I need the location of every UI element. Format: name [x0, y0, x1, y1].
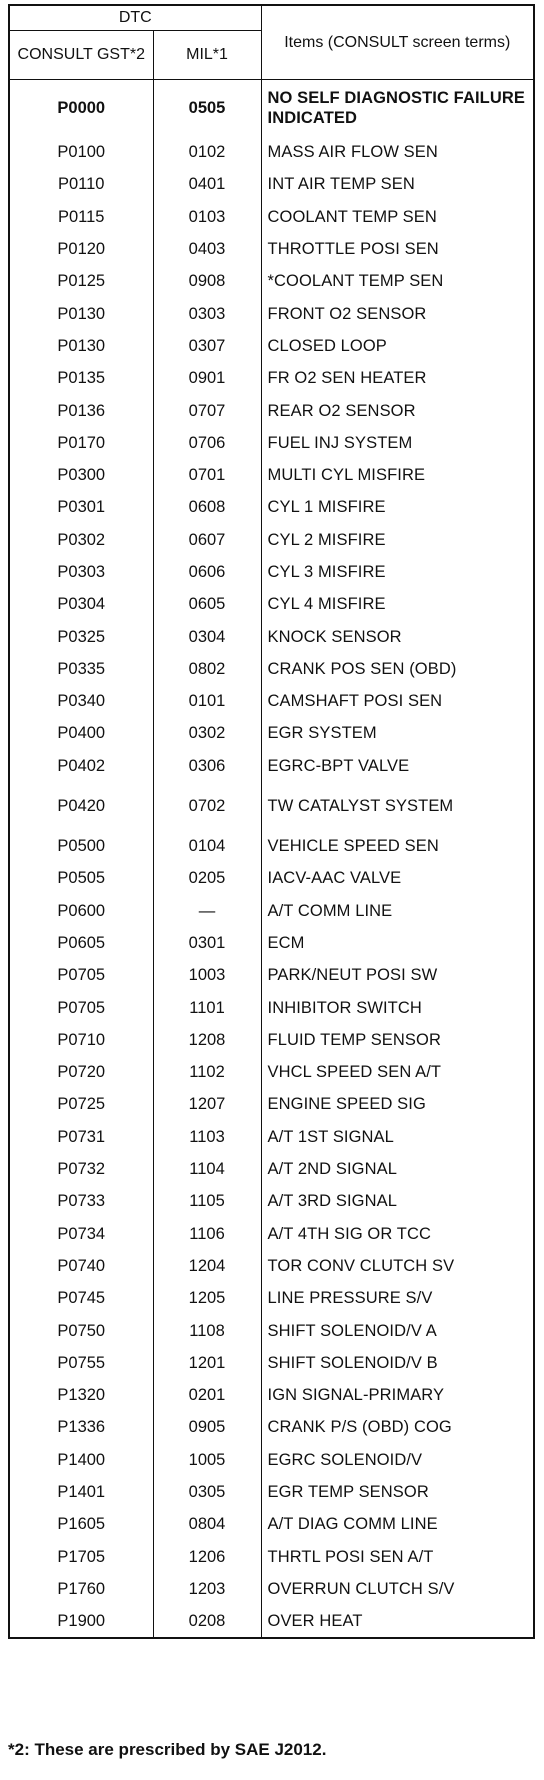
dtc-code-cell: P0600: [9, 895, 153, 927]
dtc-code-cell: P0755: [9, 1347, 153, 1379]
table-row: [9, 1605, 534, 1638]
mil-code-cell: 0201: [153, 1379, 261, 1411]
dtc-code-cell: P0000: [9, 80, 153, 137]
footnote: *2: These are prescribed by SAE J2012.: [8, 1740, 327, 1759]
item-name-cell: TOR CONV CLUTCH SV: [261, 1250, 534, 1282]
mil-code-cell: 0706: [153, 427, 261, 459]
table-row: [9, 362, 534, 394]
dtc-code-cell: P1760: [9, 1573, 153, 1605]
item-name-cell: SHIFT SOLENOID/V B: [261, 1347, 534, 1379]
table-row: [9, 524, 534, 556]
item-name-cell: MULTI CYL MISFIRE: [261, 459, 534, 491]
item-name-cell: NO SELF DIAGNOSTIC FAILURE INDICATED: [261, 80, 534, 137]
dtc-code-cell: P0400: [9, 717, 153, 749]
dtc-code-cell: P0120: [9, 233, 153, 265]
mil-code-cell: 0607: [153, 524, 261, 556]
dtc-code-cell: P0750: [9, 1314, 153, 1346]
table-row: [9, 959, 534, 991]
table-row: [9, 588, 534, 620]
mil-code-cell: 1102: [153, 1056, 261, 1088]
dtc-code-cell: P0500: [9, 830, 153, 862]
table-row: [9, 1379, 534, 1411]
item-name-cell: A/T DIAG COMM LINE: [261, 1508, 534, 1540]
table-row: [9, 459, 534, 491]
mil-code-cell: 0403: [153, 233, 261, 265]
dtc-code-cell: P0130: [9, 297, 153, 329]
dtc-code-cell: P0125: [9, 265, 153, 297]
table-row: [9, 330, 534, 362]
table-row: [9, 653, 534, 685]
dtc-code-cell: P0303: [9, 556, 153, 588]
dtc-code-cell: P0732: [9, 1153, 153, 1185]
item-name-cell: FRONT O2 SENSOR: [261, 297, 534, 329]
dtc-code-cell: P0136: [9, 394, 153, 426]
mil-code-cell: 0205: [153, 862, 261, 894]
mil-code-cell: 1106: [153, 1218, 261, 1250]
mil-code-cell: 0707: [153, 394, 261, 426]
item-name-cell: MASS AIR FLOW SEN: [261, 136, 534, 168]
mil-code-cell: 1204: [153, 1250, 261, 1282]
item-name-cell: FLUID TEMP SENSOR: [261, 1024, 534, 1056]
mil-code-cell: 0908: [153, 265, 261, 297]
mil-code-cell: 1103: [153, 1121, 261, 1153]
dtc-code-cell: P0720: [9, 1056, 153, 1088]
mil-code-cell: 1208: [153, 1024, 261, 1056]
mil-code-cell: 0804: [153, 1508, 261, 1540]
table-row: [9, 1056, 534, 1088]
mil-code-cell: 1201: [153, 1347, 261, 1379]
mil-code-cell: 0606: [153, 556, 261, 588]
dtc-code-cell: P1320: [9, 1379, 153, 1411]
table-row: [9, 491, 534, 523]
dtc-code-cell: P0100: [9, 136, 153, 168]
dtc-code-cell: P0340: [9, 685, 153, 717]
mil-code-cell: 0208: [153, 1605, 261, 1638]
item-name-cell: IACV-AAC VALVE: [261, 862, 534, 894]
mil-code-cell: 1207: [153, 1088, 261, 1120]
item-name-cell: SHIFT SOLENOID/V A: [261, 1314, 534, 1346]
item-name-cell: EGRC-BPT VALVE: [261, 750, 534, 782]
mil-code-cell: 0304: [153, 620, 261, 652]
item-name-cell: KNOCK SENSOR: [261, 620, 534, 652]
mil-code-cell: 1206: [153, 1540, 261, 1572]
dtc-code-cell: P0420: [9, 782, 153, 830]
table-row: [9, 1088, 534, 1120]
mil-code-cell: 0401: [153, 168, 261, 200]
mil-header: MIL*1: [153, 31, 261, 80]
table-row: [9, 80, 534, 137]
item-name-cell: THRTL POSI SEN A/T: [261, 1540, 534, 1572]
item-name-cell: CYL 1 MISFIRE: [261, 491, 534, 523]
dtc-code-cell: P0115: [9, 201, 153, 233]
dtc-code-cell: P0110: [9, 168, 153, 200]
table-row: [9, 1444, 534, 1476]
table-row: [9, 620, 534, 652]
table-row: [9, 556, 534, 588]
dtc-code-cell: P0734: [9, 1218, 153, 1250]
item-name-cell: OVERRUN CLUTCH S/V: [261, 1573, 534, 1605]
dtc-code-cell: P0710: [9, 1024, 153, 1056]
item-name-cell: TW CATALYST SYSTEM: [261, 782, 534, 830]
table-row: [9, 1411, 534, 1443]
consult-gst-header: CONSULT GST*2: [9, 31, 153, 80]
dtc-code-cell: P1400: [9, 1444, 153, 1476]
mil-code-cell: 1203: [153, 1573, 261, 1605]
mil-code-cell: 0305: [153, 1476, 261, 1508]
table-row: [9, 830, 534, 862]
table-row: [9, 1508, 534, 1540]
item-name-cell: INHIBITOR SWITCH: [261, 991, 534, 1023]
mil-code-cell: 1003: [153, 959, 261, 991]
mil-code-cell: 0302: [153, 717, 261, 749]
mil-code-cell: 0101: [153, 685, 261, 717]
table-row: [9, 233, 534, 265]
table-row: [9, 717, 534, 749]
mil-code-cell: 0608: [153, 491, 261, 523]
table-row: [9, 1121, 534, 1153]
mil-code-cell: 1108: [153, 1314, 261, 1346]
table-row: [9, 750, 534, 782]
item-name-cell: REAR O2 SENSOR: [261, 394, 534, 426]
dtc-code-cell: P1605: [9, 1508, 153, 1540]
mil-code-cell: 0901: [153, 362, 261, 394]
dtc-code-cell: P0325: [9, 620, 153, 652]
item-name-cell: COOLANT TEMP SEN: [261, 201, 534, 233]
item-name-cell: A/T 4TH SIG OR TCC: [261, 1218, 534, 1250]
item-name-cell: CYL 3 MISFIRE: [261, 556, 534, 588]
mil-code-cell: 0303: [153, 297, 261, 329]
item-name-cell: IGN SIGNAL-PRIMARY: [261, 1379, 534, 1411]
item-name-cell: FR O2 SEN HEATER: [261, 362, 534, 394]
table-row: [9, 927, 534, 959]
table-row: [9, 1314, 534, 1346]
item-name-cell: A/T 3RD SIGNAL: [261, 1185, 534, 1217]
dtc-code-cell: P1336: [9, 1411, 153, 1443]
item-name-cell: CAMSHAFT POSI SEN: [261, 685, 534, 717]
dtc-code-cell: P1705: [9, 1540, 153, 1572]
dtc-code-cell: P0731: [9, 1121, 153, 1153]
dtc-code-cell: P0300: [9, 459, 153, 491]
mil-code-cell: 0307: [153, 330, 261, 362]
mil-code-cell: —: [153, 895, 261, 927]
item-name-cell: CYL 2 MISFIRE: [261, 524, 534, 556]
mil-code-cell: 1205: [153, 1282, 261, 1314]
dtc-code-cell: P0304: [9, 588, 153, 620]
items-header: Items (CONSULT screen terms): [261, 5, 534, 80]
table-row: [9, 136, 534, 168]
item-name-cell: INT AIR TEMP SEN: [261, 168, 534, 200]
table-row: [9, 1347, 534, 1379]
dtc-code-cell: P0170: [9, 427, 153, 459]
table-row: [9, 394, 534, 426]
dtc-code-cell: P0402: [9, 750, 153, 782]
table-row: [9, 895, 534, 927]
item-name-cell: *COOLANT TEMP SEN: [261, 265, 534, 297]
dtc-code-cell: P0505: [9, 862, 153, 894]
item-name-cell: EGR TEMP SENSOR: [261, 1476, 534, 1508]
item-name-cell: A/T COMM LINE: [261, 895, 534, 927]
table-row: [9, 1153, 534, 1185]
table-row: [9, 201, 534, 233]
dtc-code-cell: P0745: [9, 1282, 153, 1314]
item-name-cell: CLOSED LOOP: [261, 330, 534, 362]
table-row: [9, 168, 534, 200]
dtc-code-cell: P1401: [9, 1476, 153, 1508]
table-row: [9, 1540, 534, 1572]
mil-code-cell: 0605: [153, 588, 261, 620]
table-row: [9, 1024, 534, 1056]
dtc-code-cell: P0740: [9, 1250, 153, 1282]
table-row: [9, 782, 534, 830]
item-name-cell: CYL 4 MISFIRE: [261, 588, 534, 620]
mil-code-cell: 0701: [153, 459, 261, 491]
table-row: [9, 1282, 534, 1314]
dtc-code-cell: P0725: [9, 1088, 153, 1120]
item-name-cell: A/T 1ST SIGNAL: [261, 1121, 534, 1153]
dtc-code-cell: P0705: [9, 991, 153, 1023]
item-name-cell: CRANK POS SEN (OBD): [261, 653, 534, 685]
item-name-cell: PARK/NEUT POSI SW: [261, 959, 534, 991]
item-name-cell: EGR SYSTEM: [261, 717, 534, 749]
mil-code-cell: 0306: [153, 750, 261, 782]
item-name-cell: ENGINE SPEED SIG: [261, 1088, 534, 1120]
mil-code-cell: 0505: [153, 80, 261, 137]
mil-code-cell: 0104: [153, 830, 261, 862]
mil-code-cell: 0905: [153, 1411, 261, 1443]
mil-code-cell: 1105: [153, 1185, 261, 1217]
item-name-cell: VHCL SPEED SEN A/T: [261, 1056, 534, 1088]
dtc-code-cell: P0301: [9, 491, 153, 523]
table-row: [9, 1250, 534, 1282]
item-name-cell: LINE PRESSURE S/V: [261, 1282, 534, 1314]
dtc-code-cell: P0130: [9, 330, 153, 362]
item-name-cell: FUEL INJ SYSTEM: [261, 427, 534, 459]
mil-code-cell: 1005: [153, 1444, 261, 1476]
dtc-code-cell: P0335: [9, 653, 153, 685]
table-row: [9, 427, 534, 459]
dtc-code-cell: P0302: [9, 524, 153, 556]
dtc-code-cell: P1900: [9, 1605, 153, 1638]
item-name-cell: CRANK P/S (OBD) COG: [261, 1411, 534, 1443]
dtc-code-cell: P0705: [9, 959, 153, 991]
dtc-code-cell: P0605: [9, 927, 153, 959]
mil-code-cell: 1104: [153, 1153, 261, 1185]
mil-code-cell: 0702: [153, 782, 261, 830]
item-name-cell: EGRC SOLENOID/V: [261, 1444, 534, 1476]
item-name-cell: A/T 2ND SIGNAL: [261, 1153, 534, 1185]
item-name-cell: VEHICLE SPEED SEN: [261, 830, 534, 862]
mil-code-cell: 1101: [153, 991, 261, 1023]
table-row: [9, 862, 534, 894]
item-name-cell: THROTTLE POSI SEN: [261, 233, 534, 265]
mil-code-cell: 0102: [153, 136, 261, 168]
table-row: [9, 1218, 534, 1250]
dtc-header: DTC: [9, 5, 261, 31]
mil-code-cell: 0802: [153, 653, 261, 685]
table-row: [9, 1185, 534, 1217]
table-header: [9, 5, 534, 80]
table-row: [9, 1573, 534, 1605]
mil-code-cell: 0301: [153, 927, 261, 959]
table-row: [9, 991, 534, 1023]
dtc-table: [8, 4, 535, 1639]
table-body: [9, 80, 534, 1639]
table-row: [9, 265, 534, 297]
dtc-code-cell: P0733: [9, 1185, 153, 1217]
table-row: [9, 1476, 534, 1508]
table-row: [9, 685, 534, 717]
item-name-cell: OVER HEAT: [261, 1605, 534, 1638]
dtc-code-cell: P0135: [9, 362, 153, 394]
table-row: [9, 297, 534, 329]
item-name-cell: ECM: [261, 927, 534, 959]
mil-code-cell: 0103: [153, 201, 261, 233]
